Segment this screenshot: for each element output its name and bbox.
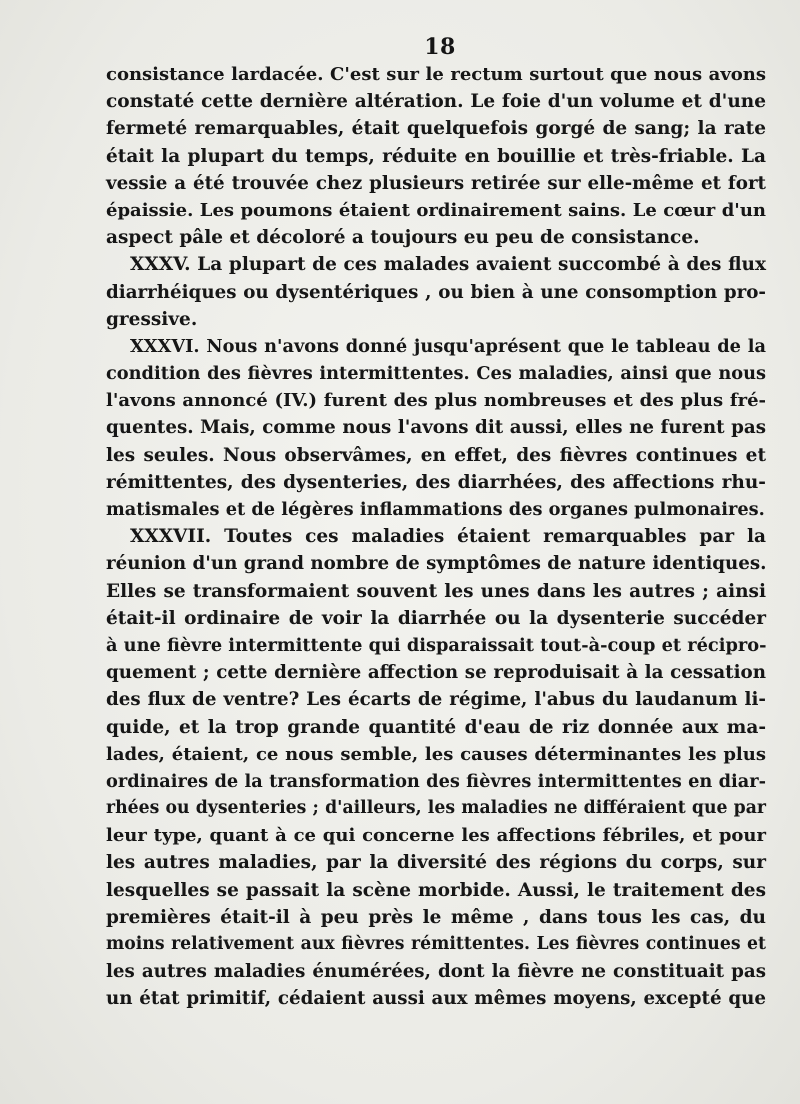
text-line: condition des fièvres intermittentes. Ces maladies, ainsi que nous	[106, 363, 766, 385]
text-line: quide, et la trop grande quantité d'eau de riz donnée aux ma-	[106, 716, 766, 738]
text-line: les autres maladies, par la diversité des régions du corps, sur	[106, 852, 766, 874]
text-line: Elles se transformaient souvent les unes dans les autres ; ainsi	[106, 580, 766, 602]
text-line: rhées ou dysenteries ; d'ailleurs, les maladies ne différaient que par	[106, 798, 766, 819]
text-line: premières était-il à peu près le même , dans tous les cas, du	[106, 906, 766, 928]
text-line: rémittentes, des dysenteries, des diarrhées, des affections rhu-	[106, 471, 766, 493]
text-line: quement ; cette dernière affection se reproduisait à la cessation	[106, 662, 766, 684]
text-line: était-il ordinaire de voir la diarrhée ou la dysenterie succéder	[106, 607, 766, 629]
text-line: l'avons annoncé (IV.) furent des plus nombreuses et des plus fré-	[106, 390, 766, 412]
text-line: aspect pâle et décoloré a toujours eu peu de consistance.	[106, 227, 700, 249]
text-line: XXXV. La plupart de ces malades avaient succombé à des flux	[130, 254, 766, 276]
text-line: matismales et de légères inflammations des organes pulmonaires.	[106, 499, 765, 520]
text-line: constaté cette dernière altération. Le foie d'un volume et d'une	[106, 91, 766, 113]
text-line: diarrhéiques ou dysentériques , ou bien à une consomption pro-	[106, 281, 766, 303]
text-line: quentes. Mais, comme nous l'avons dit aussi, elles ne furent pas	[106, 417, 766, 439]
text-line: lesquelles se passait la scène morbide. Aussi, le traitement des	[106, 879, 766, 901]
text-line: fermeté remarquables, était quelquefois gorgé de sang; la rate	[106, 118, 766, 140]
text-line: moins relativement aux fièvres rémittentes. Les fièvres continues et	[106, 934, 766, 954]
text-line: gressive.	[106, 308, 198, 330]
text-line: à une fièvre intermittente qui disparaissait tout-à-coup et récipro-	[106, 634, 767, 656]
text-line: vessie a été trouvée chez plusieurs retirée sur elle-même et fort	[106, 172, 766, 194]
page-number: 18	[424, 34, 456, 60]
text-line: réunion d'un grand nombre de symptômes de nature identiques.	[106, 553, 767, 575]
text-line: ordinaires de la transformation des fièvres intermittentes en diar-	[106, 770, 766, 792]
text-line: les seules. Nous observâmes, en effet, des fièvres continues et	[106, 444, 766, 466]
text-line: XXXVII. Toutes ces maladies étaient remarquables par la	[130, 526, 766, 548]
text-line: un état primitif, cédaient aussi aux mêmes moyens, excepté que	[106, 988, 766, 1010]
text-line: XXXVI. Nous n'avons donné jusqu'aprésent que le tableau de la	[130, 335, 766, 357]
text-line: leur type, quant à ce qui concerne les affections fébriles, et pour	[106, 825, 766, 847]
text-line: lades, étaient, ce nous semble, les causes déterminantes les plus	[106, 743, 766, 765]
body-text	[106, 61, 766, 1013]
text-line: épaissie. Les poumons étaient ordinairement sains. Le cœur d'un	[106, 199, 766, 221]
text-line: consistance lardacée. C'est sur le rectum surtout que nous avons	[106, 64, 766, 85]
text-line: les autres maladies énumérées, dont la fièvre ne constituait pas	[106, 961, 766, 983]
text-line: des flux de ventre? Les écarts de régime, l'abus du laudanum li-	[106, 689, 766, 711]
text-line: était la plupart du temps, réduite en bouillie et très-friable. La	[106, 145, 766, 167]
